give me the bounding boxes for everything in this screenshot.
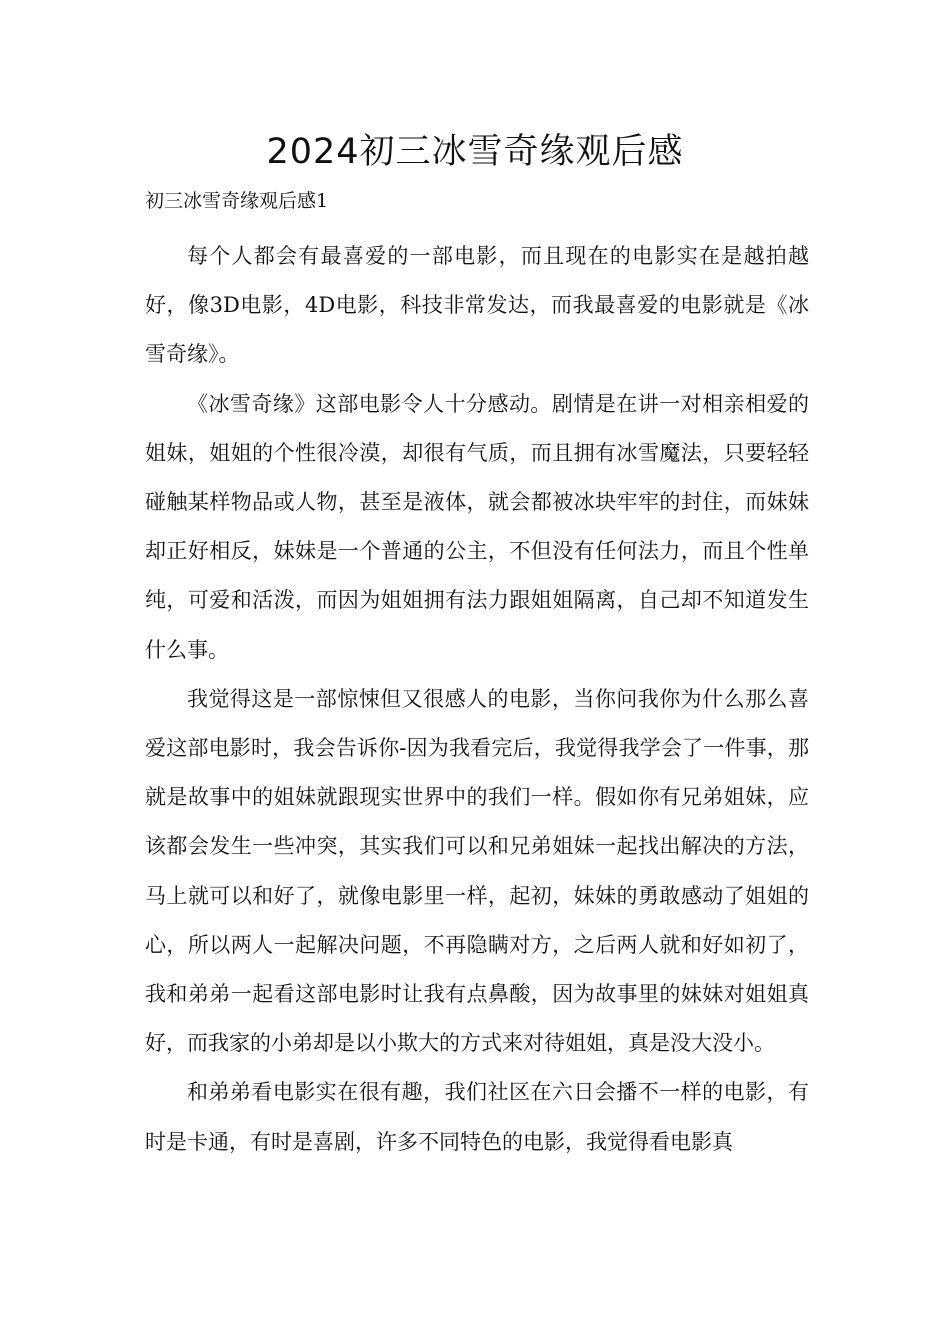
paragraph-4: 和弟弟看电影实在很有趣，我们社区在六日会播不一样的电影，有时是卡通，有时是喜剧，许多不同特色的电影，我觉得看电影真 (145, 1080, 809, 1154)
paragraph-2: 《冰雪奇缘》这部电影令人十分感动。剧情是在讲一对相亲相爱的姐妹，姐姐的个性很冷漠，却很有气质，而且拥有冰雪魔法，只要轻轻碰触某样物品或人物，甚至是液体，就会都被冰块牢牢的封住，而妹妹却正好相反，妹妹是一个普通的公主，不但没有任何法力，而且个性单纯，可爱和活泼，而因为姐姐拥有法力跟姐姐隔离，自己却不知道发生什么事。 (145, 391, 809, 662)
essay-subtitle: 初三冰雪奇缘观后感1 (145, 190, 329, 212)
paragraph-1: 每个人都会有最喜爱的一部电影，而且现在的电影实在是越拍越好，像3D电影，4D电影，科技非常发达，而我最喜爱的电影就是《冰雪奇缘》。 (145, 244, 809, 367)
document-title: 2024初三冰雪奇缘观后感 (266, 132, 684, 172)
essay-body (145, 232, 809, 1167)
paragraph-3: 我觉得这是一部惊悚但又很感人的电影，当你问我你为什么那么喜爱这部电影时，我会告诉你-因为我看完后，我觉得我学会了一件事，那就是故事中的姐妹就跟现实世界中的我们一样。假如你有兄弟姐妹，应该都会发生一些冲突，其实我们可以和兄弟姐妹一起找出解决的方法，马上就可以和好了，就像电影里一样，起初，妹妹的勇敢感动了姐姐的心，所以两人一起解决问题，不再隐瞒对方，之后两人就和好如初了，我和弟弟一起看这部电影时让我有点鼻酸，因为故事里的妹妹对姐姐真好，而我家的小弟却是以小欺大的方式来对待姐姐，真是没大没小。 (145, 686, 809, 1056)
